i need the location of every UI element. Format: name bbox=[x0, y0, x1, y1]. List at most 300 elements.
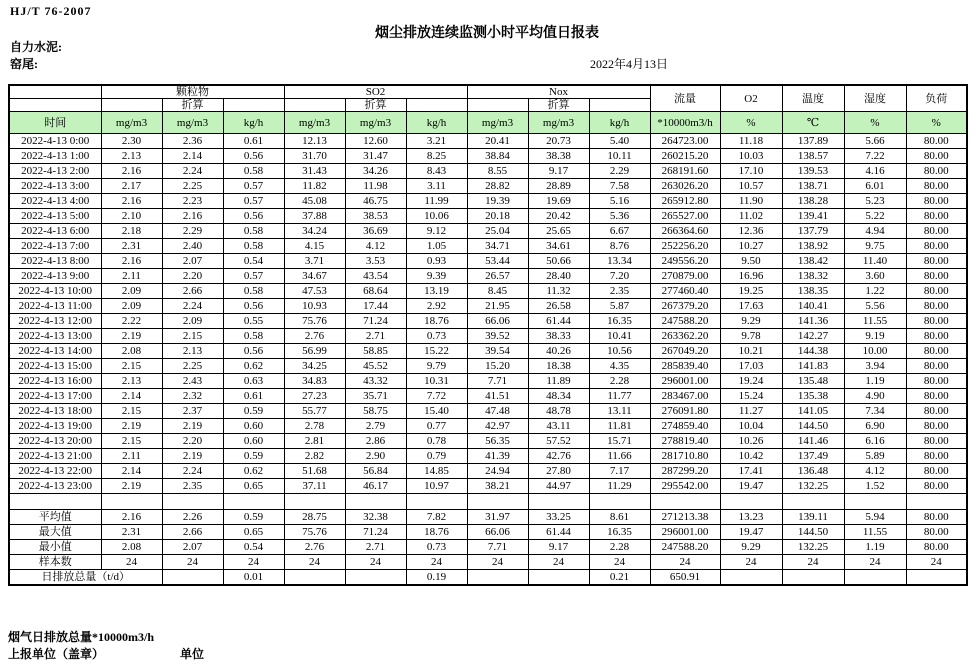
monitoring-table bbox=[8, 84, 968, 586]
value-cell: 57.52 bbox=[528, 434, 589, 449]
value-cell: 34.61 bbox=[528, 239, 589, 254]
value-cell: 68.64 bbox=[345, 284, 406, 299]
value-cell: 0.62 bbox=[223, 359, 284, 374]
value-cell: 2.07 bbox=[162, 254, 223, 269]
value-cell: 7.71 bbox=[467, 374, 528, 389]
value-cell: 43.54 bbox=[345, 269, 406, 284]
value-cell: 0.58 bbox=[223, 224, 284, 239]
value-cell: 9.50 bbox=[720, 254, 782, 269]
value-cell: 11.98 bbox=[345, 179, 406, 194]
value-cell: 10.11 bbox=[589, 149, 650, 164]
value-cell: 0.58 bbox=[223, 284, 284, 299]
value-cell: 27.23 bbox=[284, 389, 345, 404]
value-cell: 66.06 bbox=[467, 314, 528, 329]
value-cell: 2.81 bbox=[284, 434, 345, 449]
value-cell: 0.60 bbox=[223, 434, 284, 449]
value-cell: 34.71 bbox=[467, 239, 528, 254]
summary-value-cell: 2.28 bbox=[589, 540, 650, 555]
value-cell: 252256.20 bbox=[650, 239, 720, 254]
value-cell: 27.80 bbox=[528, 464, 589, 479]
time-cell: 2022-4-13 15:00 bbox=[9, 359, 101, 374]
value-cell: 14.85 bbox=[406, 464, 467, 479]
table-row bbox=[9, 389, 967, 404]
value-cell: 10.97 bbox=[406, 479, 467, 494]
empty-cell bbox=[589, 99, 650, 112]
value-cell: 0.54 bbox=[223, 254, 284, 269]
value-cell: 34.67 bbox=[284, 269, 345, 284]
value-cell: 2.25 bbox=[162, 179, 223, 194]
value-cell: 20.18 bbox=[467, 209, 528, 224]
time-cell: 2022-4-13 14:00 bbox=[9, 344, 101, 359]
value-cell: 28.40 bbox=[528, 269, 589, 284]
value-cell: 11.77 bbox=[589, 389, 650, 404]
value-cell: 26.57 bbox=[467, 269, 528, 284]
summary-label: 最小值 bbox=[9, 540, 101, 555]
value-cell: 45.08 bbox=[284, 194, 345, 209]
value-cell: 8.45 bbox=[467, 284, 528, 299]
table-row bbox=[9, 449, 967, 464]
time-cell: 2022-4-13 5:00 bbox=[9, 209, 101, 224]
summary-value-cell: 2.76 bbox=[284, 540, 345, 555]
summary-value-cell: 144.50 bbox=[782, 525, 844, 540]
time-cell: 2022-4-13 22:00 bbox=[9, 464, 101, 479]
group-header-row bbox=[9, 85, 967, 99]
empty-cell bbox=[467, 99, 528, 112]
value-cell: 26.58 bbox=[528, 299, 589, 314]
value-cell: 13.11 bbox=[589, 404, 650, 419]
unit-cell: kg/h bbox=[589, 112, 650, 134]
value-cell: 2.79 bbox=[345, 419, 406, 434]
value-cell: 43.11 bbox=[528, 419, 589, 434]
value-cell: 2.11 bbox=[101, 449, 162, 464]
value-cell: 141.05 bbox=[782, 404, 844, 419]
value-cell: 0.93 bbox=[406, 254, 467, 269]
summary-value-cell: 24 bbox=[101, 555, 162, 570]
value-cell: 296001.00 bbox=[650, 374, 720, 389]
summary-value-cell: 13.23 bbox=[720, 510, 782, 525]
value-cell: 138.71 bbox=[782, 179, 844, 194]
value-cell: 267049.20 bbox=[650, 344, 720, 359]
value-cell: 5.23 bbox=[844, 194, 906, 209]
value-cell: 2.19 bbox=[162, 449, 223, 464]
value-cell: 2.43 bbox=[162, 374, 223, 389]
value-cell: 9.75 bbox=[844, 239, 906, 254]
value-cell: 56.99 bbox=[284, 344, 345, 359]
summary-value-cell: 139.11 bbox=[782, 510, 844, 525]
value-cell: 281710.80 bbox=[650, 449, 720, 464]
value-cell: 0.57 bbox=[223, 179, 284, 194]
value-cell: 2.19 bbox=[101, 479, 162, 494]
value-cell: 2.40 bbox=[162, 239, 223, 254]
daily-total-label: 日排放总量（t/d） bbox=[9, 570, 162, 585]
summary-value-cell: 24 bbox=[720, 555, 782, 570]
header-o2: O2 bbox=[720, 85, 782, 112]
value-cell: 142.27 bbox=[782, 329, 844, 344]
value-cell: 2.14 bbox=[101, 389, 162, 404]
table-row bbox=[9, 269, 967, 284]
value-cell: 4.16 bbox=[844, 164, 906, 179]
summary-value-cell: 80.00 bbox=[906, 510, 967, 525]
value-cell: 0.56 bbox=[223, 149, 284, 164]
nox-conv-label: 折算 bbox=[528, 99, 589, 112]
value-cell: 0.56 bbox=[223, 299, 284, 314]
value-cell: 48.78 bbox=[528, 404, 589, 419]
summary-value-cell: 24 bbox=[650, 555, 720, 570]
value-cell: 136.48 bbox=[782, 464, 844, 479]
summary-label: 平均值 bbox=[9, 510, 101, 525]
summary-value-cell: 24 bbox=[844, 555, 906, 570]
value-cell: 0.58 bbox=[223, 329, 284, 344]
time-cell: 2022-4-13 8:00 bbox=[9, 254, 101, 269]
value-cell: 263362.20 bbox=[650, 329, 720, 344]
value-cell: 20.42 bbox=[528, 209, 589, 224]
value-cell: 35.71 bbox=[345, 389, 406, 404]
corner-cell bbox=[9, 85, 101, 99]
value-cell: 276091.80 bbox=[650, 404, 720, 419]
empty-cell bbox=[223, 99, 284, 112]
value-cell: 34.26 bbox=[345, 164, 406, 179]
empty-cell bbox=[650, 494, 720, 510]
value-cell: 0.61 bbox=[223, 134, 284, 149]
value-cell: 80.00 bbox=[906, 419, 967, 434]
table-row bbox=[9, 404, 967, 419]
value-cell: 2.86 bbox=[345, 434, 406, 449]
value-cell: 2.35 bbox=[162, 479, 223, 494]
value-cell: 10.27 bbox=[720, 239, 782, 254]
value-cell: 11.02 bbox=[720, 209, 782, 224]
value-cell: 80.00 bbox=[906, 374, 967, 389]
value-cell: 9.19 bbox=[844, 329, 906, 344]
time-cell: 2022-4-13 12:00 bbox=[9, 314, 101, 329]
table-row bbox=[9, 254, 967, 269]
value-cell: 140.41 bbox=[782, 299, 844, 314]
group-so2: SO2 bbox=[284, 85, 467, 99]
empty-cell bbox=[9, 494, 101, 510]
summary-label: 最大值 bbox=[9, 525, 101, 540]
table-row bbox=[9, 419, 967, 434]
value-cell: 264723.00 bbox=[650, 134, 720, 149]
empty-cell bbox=[528, 494, 589, 510]
value-cell: 19.24 bbox=[720, 374, 782, 389]
value-cell: 11.55 bbox=[844, 314, 906, 329]
value-cell: 56.84 bbox=[345, 464, 406, 479]
value-cell: 137.79 bbox=[782, 224, 844, 239]
value-cell: 2.29 bbox=[162, 224, 223, 239]
value-cell: 2.15 bbox=[162, 329, 223, 344]
value-cell: 80.00 bbox=[906, 329, 967, 344]
value-cell: 10.21 bbox=[720, 344, 782, 359]
value-cell: 51.68 bbox=[284, 464, 345, 479]
empty-cell bbox=[782, 494, 844, 510]
value-cell: 0.65 bbox=[223, 479, 284, 494]
summary-value-cell: 296001.00 bbox=[650, 525, 720, 540]
value-cell: 2.18 bbox=[101, 224, 162, 239]
summary-rows bbox=[9, 494, 967, 585]
value-cell: 40.26 bbox=[528, 344, 589, 359]
value-cell: 9.17 bbox=[528, 164, 589, 179]
value-cell: 34.25 bbox=[284, 359, 345, 374]
value-cell: 247588.20 bbox=[650, 314, 720, 329]
pm-conv-label: 折算 bbox=[162, 99, 223, 112]
value-cell: 2.29 bbox=[589, 164, 650, 179]
summary-value-cell: 24 bbox=[345, 555, 406, 570]
table-row bbox=[9, 344, 967, 359]
summary-value-cell: 18.76 bbox=[406, 525, 467, 540]
value-cell: 80.00 bbox=[906, 389, 967, 404]
value-cell: 0.60 bbox=[223, 419, 284, 434]
value-cell: 42.97 bbox=[467, 419, 528, 434]
value-cell: 2.71 bbox=[345, 329, 406, 344]
value-cell: 80.00 bbox=[906, 209, 967, 224]
value-cell: 19.69 bbox=[528, 194, 589, 209]
unit-label: 单位 bbox=[180, 647, 205, 661]
value-cell: 2.90 bbox=[345, 449, 406, 464]
value-cell: 2.11 bbox=[101, 269, 162, 284]
daily-total-cell bbox=[528, 570, 589, 585]
summary-value-cell: 24 bbox=[406, 555, 467, 570]
unit-cell: mg/m3 bbox=[162, 112, 223, 134]
value-cell: 138.28 bbox=[782, 194, 844, 209]
value-cell: 2.36 bbox=[162, 134, 223, 149]
summary-value-cell: 7.82 bbox=[406, 510, 467, 525]
header-load: 负荷 bbox=[906, 85, 967, 112]
value-cell: 2.16 bbox=[162, 209, 223, 224]
value-cell: 138.57 bbox=[782, 149, 844, 164]
value-cell: 5.36 bbox=[589, 209, 650, 224]
value-cell: 6.90 bbox=[844, 419, 906, 434]
value-cell: 137.89 bbox=[782, 134, 844, 149]
summary-value-cell: 33.25 bbox=[528, 510, 589, 525]
value-cell: 2.30 bbox=[101, 134, 162, 149]
value-cell: 11.82 bbox=[284, 179, 345, 194]
value-cell: 0.58 bbox=[223, 164, 284, 179]
time-cell: 2022-4-13 7:00 bbox=[9, 239, 101, 254]
value-cell: 17.10 bbox=[720, 164, 782, 179]
value-cell: 2.16 bbox=[101, 254, 162, 269]
value-cell: 266364.60 bbox=[650, 224, 720, 239]
value-cell: 144.50 bbox=[782, 419, 844, 434]
table-row bbox=[9, 464, 967, 479]
value-cell: 34.83 bbox=[284, 374, 345, 389]
value-cell: 13.34 bbox=[589, 254, 650, 269]
value-cell: 24.94 bbox=[467, 464, 528, 479]
value-cell: 0.79 bbox=[406, 449, 467, 464]
daily-total-cell bbox=[844, 570, 906, 585]
unit-cell: *10000m3/h bbox=[650, 112, 720, 134]
value-cell: 265912.80 bbox=[650, 194, 720, 209]
flue-gas-total-note: 烟气日排放总量*10000m3/h bbox=[8, 630, 155, 644]
value-cell: 0.58 bbox=[223, 239, 284, 254]
value-cell: 80.00 bbox=[906, 344, 967, 359]
value-cell: 10.42 bbox=[720, 449, 782, 464]
value-cell: 5.89 bbox=[844, 449, 906, 464]
summary-value-cell: 2.07 bbox=[162, 540, 223, 555]
value-cell: 38.33 bbox=[528, 329, 589, 344]
value-cell: 265527.00 bbox=[650, 209, 720, 224]
summary-value-cell: 2.26 bbox=[162, 510, 223, 525]
empty-cell bbox=[223, 494, 284, 510]
summary-value-cell: 31.97 bbox=[467, 510, 528, 525]
value-cell: 19.25 bbox=[720, 284, 782, 299]
value-cell: 2.35 bbox=[589, 284, 650, 299]
value-cell: 5.56 bbox=[844, 299, 906, 314]
value-cell: 11.40 bbox=[844, 254, 906, 269]
time-cell: 2022-4-13 1:00 bbox=[9, 149, 101, 164]
report-date: 2022年4月13日 bbox=[590, 57, 669, 71]
value-cell: 2.15 bbox=[101, 434, 162, 449]
value-cell: 7.72 bbox=[406, 389, 467, 404]
value-cell: 0.73 bbox=[406, 329, 467, 344]
empty-cell bbox=[101, 99, 162, 112]
value-cell: 11.18 bbox=[720, 134, 782, 149]
spacer-row bbox=[9, 494, 967, 510]
value-cell: 0.57 bbox=[223, 269, 284, 284]
value-cell: 137.49 bbox=[782, 449, 844, 464]
summary-label: 样本数 bbox=[9, 555, 101, 570]
value-cell: 2.08 bbox=[101, 344, 162, 359]
value-cell: 71.24 bbox=[345, 314, 406, 329]
value-cell: 10.00 bbox=[844, 344, 906, 359]
value-cell: 80.00 bbox=[906, 449, 967, 464]
value-cell: 2.76 bbox=[284, 329, 345, 344]
time-cell: 2022-4-13 18:00 bbox=[9, 404, 101, 419]
table-row bbox=[9, 164, 967, 179]
empty-cell bbox=[720, 494, 782, 510]
empty-cell bbox=[406, 494, 467, 510]
table-row bbox=[9, 314, 967, 329]
value-cell: 2.28 bbox=[589, 374, 650, 389]
summary-value-cell: 2.08 bbox=[101, 540, 162, 555]
value-cell: 15.24 bbox=[720, 389, 782, 404]
value-cell: 58.75 bbox=[345, 404, 406, 419]
value-cell: 28.82 bbox=[467, 179, 528, 194]
value-cell: 34.24 bbox=[284, 224, 345, 239]
value-cell: 28.89 bbox=[528, 179, 589, 194]
value-cell: 48.34 bbox=[528, 389, 589, 404]
value-cell: 80.00 bbox=[906, 479, 967, 494]
value-cell: 285839.40 bbox=[650, 359, 720, 374]
value-cell: 132.25 bbox=[782, 479, 844, 494]
time-cell: 2022-4-13 16:00 bbox=[9, 374, 101, 389]
unit-cell: mg/m3 bbox=[101, 112, 162, 134]
value-cell: 2.22 bbox=[101, 314, 162, 329]
value-cell: 138.42 bbox=[782, 254, 844, 269]
value-cell: 45.52 bbox=[345, 359, 406, 374]
value-cell: 12.60 bbox=[345, 134, 406, 149]
unit-cell: % bbox=[906, 112, 967, 134]
value-cell: 141.46 bbox=[782, 434, 844, 449]
value-cell: 12.13 bbox=[284, 134, 345, 149]
value-cell: 80.00 bbox=[906, 359, 967, 374]
daily-total-cell bbox=[906, 570, 967, 585]
value-cell: 135.38 bbox=[782, 389, 844, 404]
value-cell: 2.09 bbox=[101, 299, 162, 314]
value-cell: 7.22 bbox=[844, 149, 906, 164]
value-cell: 2.20 bbox=[162, 434, 223, 449]
summary-value-cell: 2.31 bbox=[101, 525, 162, 540]
value-cell: 8.55 bbox=[467, 164, 528, 179]
value-cell: 2.15 bbox=[101, 359, 162, 374]
value-cell: 13.19 bbox=[406, 284, 467, 299]
value-cell: 263026.20 bbox=[650, 179, 720, 194]
value-cell: 12.36 bbox=[720, 224, 782, 239]
summary-row bbox=[9, 525, 967, 540]
summary-value-cell: 247588.20 bbox=[650, 540, 720, 555]
value-cell: 2.25 bbox=[162, 359, 223, 374]
empty-cell bbox=[345, 494, 406, 510]
value-cell: 80.00 bbox=[906, 254, 967, 269]
value-cell: 47.53 bbox=[284, 284, 345, 299]
value-cell: 0.55 bbox=[223, 314, 284, 329]
value-cell: 9.78 bbox=[720, 329, 782, 344]
value-cell: 15.22 bbox=[406, 344, 467, 359]
value-cell: 8.76 bbox=[589, 239, 650, 254]
value-cell: 11.27 bbox=[720, 404, 782, 419]
summary-value-cell: 24 bbox=[782, 555, 844, 570]
value-cell: 46.75 bbox=[345, 194, 406, 209]
empty-cell bbox=[284, 99, 345, 112]
value-cell: 2.24 bbox=[162, 299, 223, 314]
value-cell: 278819.40 bbox=[650, 434, 720, 449]
value-cell: 7.34 bbox=[844, 404, 906, 419]
value-cell: 2.09 bbox=[162, 314, 223, 329]
value-cell: 267379.20 bbox=[650, 299, 720, 314]
summary-value-cell: 16.35 bbox=[589, 525, 650, 540]
value-cell: 80.00 bbox=[906, 164, 967, 179]
value-cell: 0.62 bbox=[223, 464, 284, 479]
value-cell: 41.51 bbox=[467, 389, 528, 404]
value-cell: 2.82 bbox=[284, 449, 345, 464]
empty-cell bbox=[284, 494, 345, 510]
value-cell: 3.60 bbox=[844, 269, 906, 284]
time-cell: 2022-4-13 11:00 bbox=[9, 299, 101, 314]
so2-conv-label: 折算 bbox=[345, 99, 406, 112]
value-cell: 2.78 bbox=[284, 419, 345, 434]
value-cell: 6.01 bbox=[844, 179, 906, 194]
value-cell: 7.20 bbox=[589, 269, 650, 284]
value-cell: 80.00 bbox=[906, 239, 967, 254]
summary-value-cell: 271213.38 bbox=[650, 510, 720, 525]
table-row bbox=[9, 134, 967, 149]
value-cell: 3.11 bbox=[406, 179, 467, 194]
summary-value-cell: 66.06 bbox=[467, 525, 528, 540]
time-cell: 2022-4-13 21:00 bbox=[9, 449, 101, 464]
empty-cell bbox=[467, 494, 528, 510]
table-row bbox=[9, 209, 967, 224]
value-cell: 2.32 bbox=[162, 389, 223, 404]
standard-code: HJ/T 76-2007 bbox=[10, 4, 92, 18]
value-cell: 17.44 bbox=[345, 299, 406, 314]
value-cell: 11.89 bbox=[528, 374, 589, 389]
value-cell: 139.41 bbox=[782, 209, 844, 224]
value-cell: 7.17 bbox=[589, 464, 650, 479]
daily-total-cell: 0.01 bbox=[223, 570, 284, 585]
value-cell: 37.88 bbox=[284, 209, 345, 224]
value-cell: 10.57 bbox=[720, 179, 782, 194]
empty-cell bbox=[406, 99, 467, 112]
value-cell: 80.00 bbox=[906, 464, 967, 479]
value-cell: 2.09 bbox=[101, 284, 162, 299]
summary-value-cell: 71.24 bbox=[345, 525, 406, 540]
value-cell: 36.69 bbox=[345, 224, 406, 239]
value-cell: 10.03 bbox=[720, 149, 782, 164]
daily-total-cell: 0.21 bbox=[589, 570, 650, 585]
table-row bbox=[9, 179, 967, 194]
value-cell: 141.36 bbox=[782, 314, 844, 329]
value-cell: 0.59 bbox=[223, 449, 284, 464]
value-cell: 139.53 bbox=[782, 164, 844, 179]
table-row bbox=[9, 194, 967, 209]
